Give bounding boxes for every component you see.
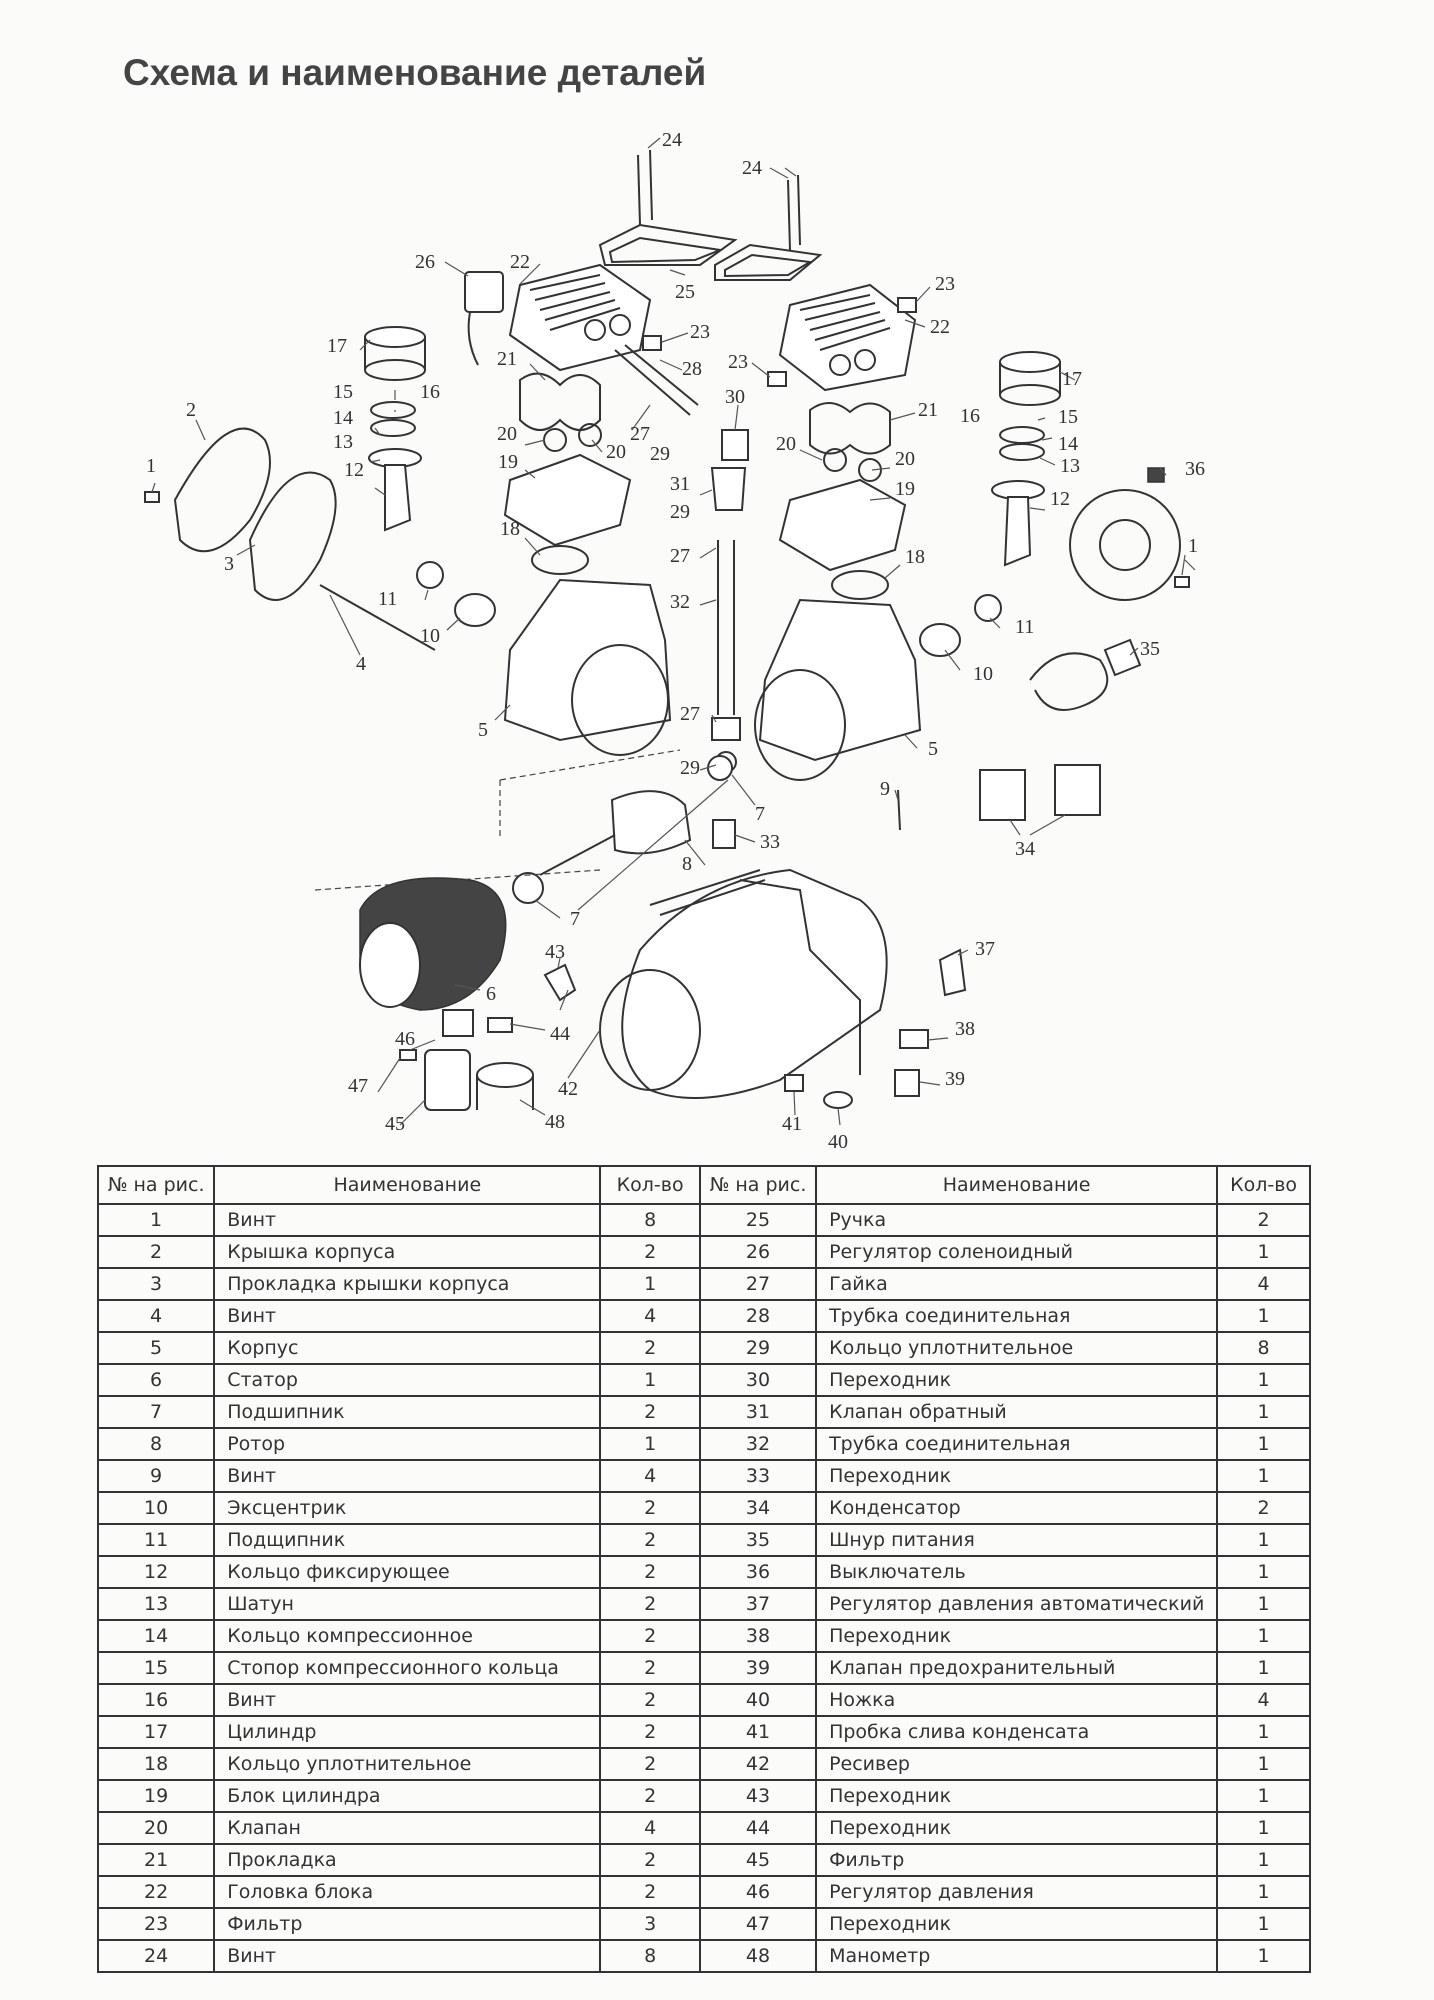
col-header-name-right: Наименование <box>816 1166 1217 1204</box>
part-qty: 3 <box>600 1908 699 1940</box>
part-qty: 1 <box>1217 1460 1310 1492</box>
part-name: Регулятор давления <box>816 1876 1217 1908</box>
part-name: Эксцентрик <box>214 1492 600 1524</box>
table-row <box>98 1844 1310 1876</box>
part-name: Кольцо компрессионное <box>214 1620 600 1652</box>
callout-43: 43 <box>545 941 565 963</box>
part-number: 43 <box>700 1780 816 1812</box>
callout-15a: 15 <box>333 381 353 403</box>
callout-37: 37 <box>975 938 995 960</box>
part-name: Ручка <box>816 1204 1217 1236</box>
callout-28: 28 <box>682 358 702 380</box>
part-qty: 4 <box>600 1812 699 1844</box>
part-number: 32 <box>700 1428 816 1460</box>
part-name: Винт <box>214 1204 600 1236</box>
part-qty: 1 <box>1217 1748 1310 1780</box>
callout-36: 36 <box>1185 458 1205 480</box>
table-body <box>98 1204 1310 1972</box>
callout-11a: 11 <box>378 588 398 610</box>
part-name: Конденсатор <box>816 1492 1217 1524</box>
callout-24a: 24 <box>662 129 682 151</box>
callout-1a: 1 <box>146 455 156 477</box>
callout-19a: 19 <box>498 451 518 473</box>
callout-18a: 18 <box>500 518 520 540</box>
callout-38: 38 <box>955 1018 975 1040</box>
part-qty: 1 <box>1217 1236 1310 1268</box>
table-row <box>98 1492 1310 1524</box>
part-number: 34 <box>700 1492 816 1524</box>
part-qty: 1 <box>1217 1620 1310 1652</box>
callout-45: 45 <box>385 1113 405 1135</box>
part-qty: 2 <box>600 1524 699 1556</box>
part-qty: 1 <box>600 1268 699 1300</box>
part-number: 8 <box>98 1428 214 1460</box>
part-qty: 2 <box>600 1236 699 1268</box>
part-qty: 2 <box>600 1652 699 1684</box>
part-number: 33 <box>700 1460 816 1492</box>
part-number: 48 <box>700 1940 816 1972</box>
part-name: Статор <box>214 1364 600 1396</box>
part-name: Регулятор соленоидный <box>816 1236 1217 1268</box>
table-row <box>98 1716 1310 1748</box>
part-name: Прокладка <box>214 1844 600 1876</box>
part-number: 2 <box>98 1236 214 1268</box>
callout-29b: 29 <box>670 501 690 523</box>
callout-23b: 23 <box>728 351 748 373</box>
parts-table <box>97 1165 1311 1973</box>
part-number: 39 <box>700 1652 816 1684</box>
table-row <box>98 1236 1310 1268</box>
part-number: 18 <box>98 1748 214 1780</box>
callout-14a: 14 <box>333 407 353 429</box>
callout-19b: 19 <box>895 478 915 500</box>
callout-27c: 27 <box>680 703 700 725</box>
part-number: 7 <box>98 1396 214 1428</box>
part-name: Манометр <box>816 1940 1217 1972</box>
part-name: Головка блока <box>214 1876 600 1908</box>
part-name: Ротор <box>214 1428 600 1460</box>
part-number: 38 <box>700 1620 816 1652</box>
table-row <box>98 1524 1310 1556</box>
callout-16b: 16 <box>960 405 980 427</box>
part-qty: 2 <box>600 1556 699 1588</box>
part-number: 6 <box>98 1364 214 1396</box>
callout-4: 4 <box>356 653 366 675</box>
part-number: 15 <box>98 1652 214 1684</box>
callout-12a: 12 <box>344 459 364 481</box>
col-header-number-left: № на рис. <box>98 1166 214 1204</box>
table-row <box>98 1364 1310 1396</box>
part-name: Переходник <box>816 1364 1217 1396</box>
callout-20d: 20 <box>895 448 915 470</box>
part-number: 13 <box>98 1588 214 1620</box>
table-row <box>98 1780 1310 1812</box>
table-row <box>98 1684 1310 1716</box>
part-qty: 8 <box>600 1940 699 1972</box>
callout-1b: 1 <box>1188 535 1198 557</box>
table-row <box>98 1876 1310 1908</box>
table-row <box>98 1940 1310 1972</box>
part-qty: 1 <box>1217 1396 1310 1428</box>
callout-46: 46 <box>395 1028 415 1050</box>
part-name: Ресивер <box>816 1748 1217 1780</box>
part-qty: 2 <box>600 1876 699 1908</box>
part-number: 46 <box>700 1876 816 1908</box>
part-number: 44 <box>700 1812 816 1844</box>
part-name: Корпус <box>214 1332 600 1364</box>
table-row <box>98 1620 1310 1652</box>
callout-31: 31 <box>670 473 690 495</box>
callout-48: 48 <box>545 1111 565 1133</box>
part-name: Клапан обратный <box>816 1396 1217 1428</box>
callout-34: 34 <box>1015 838 1035 860</box>
callout-32: 32 <box>670 591 690 613</box>
callout-13a: 13 <box>333 431 353 453</box>
callout-47: 47 <box>348 1075 368 1097</box>
part-name: Гайка <box>816 1268 1217 1300</box>
part-number: 31 <box>700 1396 816 1428</box>
callout-16a: 16 <box>420 381 440 403</box>
callout-20a: 20 <box>497 423 517 445</box>
table-row <box>98 1428 1310 1460</box>
part-qty: 2 <box>1217 1492 1310 1524</box>
part-number: 23 <box>98 1908 214 1940</box>
part-name: Переходник <box>816 1460 1217 1492</box>
part-name: Трубка соединительная <box>816 1300 1217 1332</box>
part-name: Винт <box>214 1940 600 1972</box>
part-qty: 4 <box>1217 1684 1310 1716</box>
part-name: Трубка соединительная <box>816 1428 1217 1460</box>
part-qty: 2 <box>600 1588 699 1620</box>
callout-20b: 20 <box>606 441 626 463</box>
part-qty: 1 <box>1217 1524 1310 1556</box>
part-number: 40 <box>700 1684 816 1716</box>
part-number: 24 <box>98 1940 214 1972</box>
part-number: 22 <box>98 1876 214 1908</box>
part-name: Шатун <box>214 1588 600 1620</box>
table-row <box>98 1908 1310 1940</box>
callout-29c: 29 <box>680 757 700 779</box>
part-name: Переходник <box>816 1812 1217 1844</box>
part-number: 16 <box>98 1684 214 1716</box>
part-number: 25 <box>700 1204 816 1236</box>
table-row <box>98 1812 1310 1844</box>
part-number: 1 <box>98 1204 214 1236</box>
part-qty: 1 <box>1217 1908 1310 1940</box>
part-qty: 1 <box>1217 1652 1310 1684</box>
callout-2: 2 <box>186 399 196 421</box>
part-number: 45 <box>700 1844 816 1876</box>
part-qty: 2 <box>600 1620 699 1652</box>
part-name: Переходник <box>816 1620 1217 1652</box>
callout-20c: 20 <box>776 433 796 455</box>
part-name: Винт <box>214 1684 600 1716</box>
part-qty: 1 <box>1217 1876 1310 1908</box>
part-name: Кольцо уплотнительное <box>214 1748 600 1780</box>
part-number: 27 <box>700 1268 816 1300</box>
part-qty: 2 <box>1217 1204 1310 1236</box>
part-name: Кольцо уплотнительное <box>816 1332 1217 1364</box>
part-qty: 1 <box>1217 1844 1310 1876</box>
part-qty: 4 <box>600 1300 699 1332</box>
part-name: Регулятор давления автоматический <box>816 1588 1217 1620</box>
part-qty: 8 <box>1217 1332 1310 1364</box>
callout-12b: 12 <box>1050 488 1070 510</box>
callout-10a: 10 <box>420 625 440 647</box>
part-qty: 1 <box>1217 1940 1310 1972</box>
col-header-qty-right: Кол-во <box>1217 1166 1310 1204</box>
page-title: Схема и наименование деталей <box>123 52 707 93</box>
part-qty: 2 <box>600 1332 699 1364</box>
part-name: Прокладка крышки корпуса <box>214 1268 600 1300</box>
part-qty: 8 <box>600 1204 699 1236</box>
part-qty: 1 <box>600 1364 699 1396</box>
part-qty: 1 <box>1217 1556 1310 1588</box>
table-row <box>98 1204 1310 1236</box>
callout-26: 26 <box>415 251 435 273</box>
table-row <box>98 1396 1310 1428</box>
part-number: 3 <box>98 1268 214 1300</box>
part-number: 9 <box>98 1460 214 1492</box>
part-number: 10 <box>98 1492 214 1524</box>
part-qty: 1 <box>1217 1812 1310 1844</box>
col-header-number-right: № на рис. <box>700 1166 816 1204</box>
part-number: 5 <box>98 1332 214 1364</box>
part-qty: 2 <box>600 1844 699 1876</box>
part-qty: 2 <box>600 1780 699 1812</box>
table-row <box>98 1748 1310 1780</box>
callout-15b: 15 <box>1058 406 1078 428</box>
callout-3: 3 <box>224 553 234 575</box>
exploded-parts-diagram <box>0 110 1434 1160</box>
callout-5a: 5 <box>478 719 488 741</box>
part-number: 28 <box>700 1300 816 1332</box>
part-number: 42 <box>700 1748 816 1780</box>
part-name: Клапан предохранительный <box>816 1652 1217 1684</box>
part-number: 21 <box>98 1844 214 1876</box>
callout-6: 6 <box>486 983 496 1005</box>
callout-5b: 5 <box>928 738 938 760</box>
table-row <box>98 1588 1310 1620</box>
part-qty: 1 <box>1217 1428 1310 1460</box>
part-name: Ножка <box>816 1684 1217 1716</box>
part-qty: 1 <box>1217 1588 1310 1620</box>
part-qty: 2 <box>600 1716 699 1748</box>
callout-10b: 10 <box>973 663 993 685</box>
part-number: 35 <box>700 1524 816 1556</box>
part-name: Фильтр <box>816 1844 1217 1876</box>
part-name: Клапан <box>214 1812 600 1844</box>
part-qty: 1 <box>600 1428 699 1460</box>
callout-13b: 13 <box>1060 455 1080 477</box>
part-number: 14 <box>98 1620 214 1652</box>
part-qty: 2 <box>600 1396 699 1428</box>
part-number: 41 <box>700 1716 816 1748</box>
col-header-qty-left: Кол-во <box>600 1166 699 1204</box>
callout-42: 42 <box>558 1078 578 1100</box>
callout-14b: 14 <box>1058 433 1078 455</box>
part-number: 36 <box>700 1556 816 1588</box>
part-name: Переходник <box>816 1780 1217 1812</box>
callout-29a: 29 <box>650 443 670 465</box>
callout-27b: 27 <box>670 545 690 567</box>
part-name: Блок цилиндра <box>214 1780 600 1812</box>
part-number: 20 <box>98 1812 214 1844</box>
callout-24b: 24 <box>742 157 762 179</box>
part-number: 11 <box>98 1524 214 1556</box>
part-qty: 2 <box>600 1684 699 1716</box>
callout-8: 8 <box>682 853 692 875</box>
part-name: Переходник <box>816 1908 1217 1940</box>
part-name: Цилиндр <box>214 1716 600 1748</box>
part-qty: 1 <box>1217 1780 1310 1812</box>
callout-9: 9 <box>880 778 890 800</box>
callout-27a: 27 <box>630 423 650 445</box>
part-name: Винт <box>214 1460 600 1492</box>
part-number: 19 <box>98 1780 214 1812</box>
part-number: 37 <box>700 1588 816 1620</box>
table-row <box>98 1652 1310 1684</box>
part-qty: 1 <box>1217 1364 1310 1396</box>
part-qty: 1 <box>1217 1716 1310 1748</box>
part-name: Выключатель <box>816 1556 1217 1588</box>
part-name: Винт <box>214 1300 600 1332</box>
callout-22b: 22 <box>930 316 950 338</box>
callout-22a: 22 <box>510 251 530 273</box>
part-number: 17 <box>98 1716 214 1748</box>
callout-18b: 18 <box>905 546 925 568</box>
table-row <box>98 1332 1310 1364</box>
part-name: Подщипник <box>214 1524 600 1556</box>
callout-39: 39 <box>945 1068 965 1090</box>
part-number: 26 <box>700 1236 816 1268</box>
table-row <box>98 1460 1310 1492</box>
part-qty: 1 <box>1217 1300 1310 1332</box>
callout-7a: 7 <box>755 803 765 825</box>
part-name: Шнур питания <box>816 1524 1217 1556</box>
callout-35: 35 <box>1140 638 1160 660</box>
callout-44: 44 <box>550 1023 570 1045</box>
callout-23a: 23 <box>690 321 710 343</box>
part-name: Кольцо фиксирующее <box>214 1556 600 1588</box>
part-qty: 4 <box>600 1460 699 1492</box>
part-qty: 2 <box>600 1492 699 1524</box>
part-name: Крышка корпуса <box>214 1236 600 1268</box>
callout-17a: 17 <box>327 335 347 357</box>
callout-30: 30 <box>725 386 745 408</box>
callout-7b: 7 <box>570 908 580 930</box>
col-header-name-left: Наименование <box>214 1166 600 1204</box>
part-name: Стопор компрессионного кольца <box>214 1652 600 1684</box>
callout-23c: 23 <box>935 273 955 295</box>
part-number: 30 <box>700 1364 816 1396</box>
callout-33: 33 <box>760 831 780 853</box>
part-qty: 2 <box>600 1748 699 1780</box>
table-header-row <box>98 1166 1310 1204</box>
callout-25: 25 <box>675 281 695 303</box>
table-row <box>98 1556 1310 1588</box>
part-number: 12 <box>98 1556 214 1588</box>
part-name: Пробка слива конденсата <box>816 1716 1217 1748</box>
part-qty: 4 <box>1217 1268 1310 1300</box>
callout-21b: 21 <box>918 399 938 421</box>
part-number: 47 <box>700 1908 816 1940</box>
callout-40: 40 <box>828 1131 848 1153</box>
part-number: 4 <box>98 1300 214 1332</box>
callout-11b: 11 <box>1015 616 1035 638</box>
part-name: Подшипник <box>214 1396 600 1428</box>
part-number: 29 <box>700 1332 816 1364</box>
part-name: Фильтр <box>214 1908 600 1940</box>
table-row <box>98 1268 1310 1300</box>
callout-17b: 17 <box>1062 368 1082 390</box>
callout-41: 41 <box>782 1113 802 1135</box>
callout-21a: 21 <box>497 348 517 370</box>
table-row <box>98 1300 1310 1332</box>
